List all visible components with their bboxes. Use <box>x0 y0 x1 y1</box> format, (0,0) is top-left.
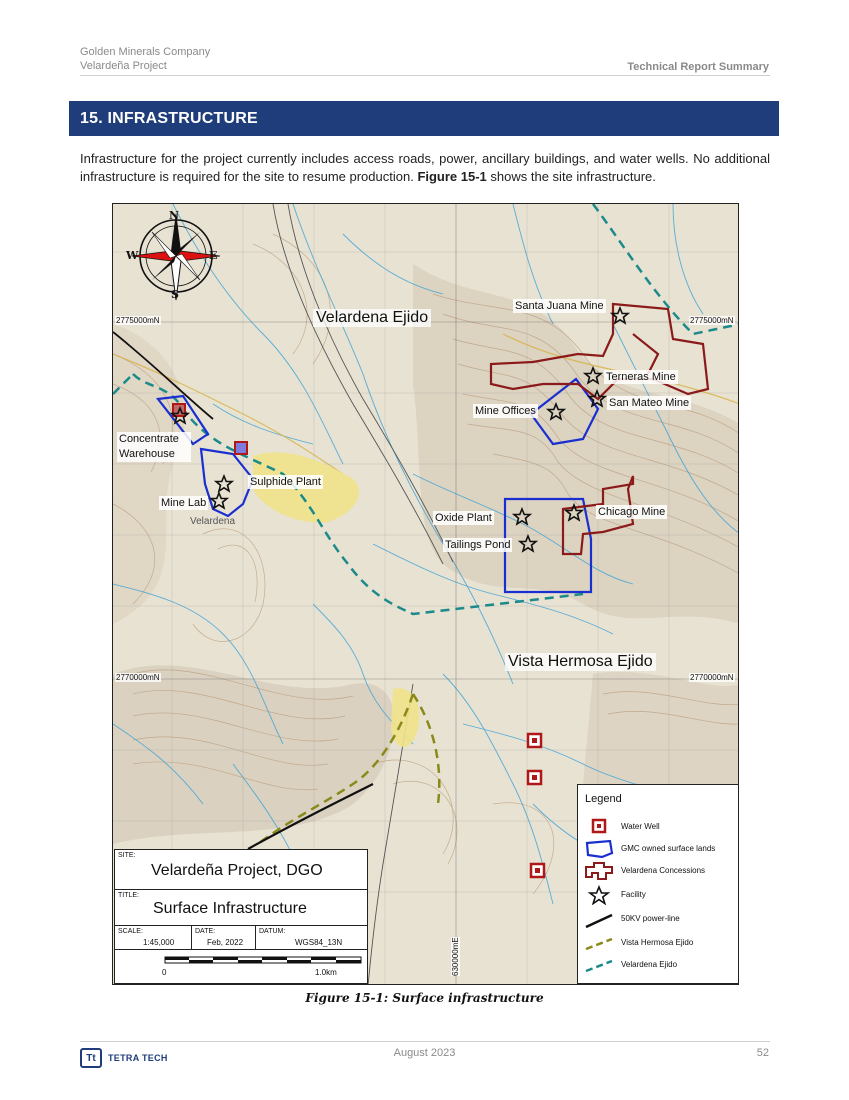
legend-label: GMC owned surface lands <box>621 844 716 853</box>
legend-item-velardena-ejido <box>578 955 738 975</box>
coord-label-north-top-left: 2775000mN <box>116 316 160 325</box>
compass-south-label: S <box>171 288 179 301</box>
dashed-line-icon <box>584 933 614 953</box>
dashed-line-icon <box>584 955 614 975</box>
date-field-label: DATE: <box>195 928 216 935</box>
legend-item-concessions <box>578 861 738 881</box>
map-legend <box>577 784 739 984</box>
facility-label-mine-offices: Mine Offices <box>475 405 536 417</box>
legend-item-power-line <box>578 909 738 929</box>
title-block-site-row <box>115 850 367 890</box>
body-text-before: Infrastructure for the project currently includes access roads, power, ancillary buildings, and water wells. No additional infrastructure is required for the site to resume production. <box>80 151 770 184</box>
town-label-velardena: Velardena <box>190 516 236 527</box>
map-title-block <box>114 849 368 984</box>
facility-label-santa-juana-mine: Santa Juana Mine <box>515 300 604 312</box>
header-company: Golden Minerals Company <box>80 46 211 58</box>
legend-label: Vista Hermosa Ejido <box>621 938 694 947</box>
infrastructure-map <box>112 203 739 985</box>
coord-label-north-top-right: 2775000mN <box>690 316 734 325</box>
legend-item-facility <box>578 885 738 905</box>
datum-value: WGS84_13N <box>295 938 343 947</box>
title-field-label: TITLE: <box>118 892 140 899</box>
site-field-label: SITE: <box>118 852 136 859</box>
facility-label-terneras-mine: Terneras Mine <box>606 371 676 383</box>
facility-label-sulphide-plant: Sulphide Plant <box>250 476 321 488</box>
title-block-meta-row <box>115 926 367 950</box>
page-number: 52 <box>756 1047 769 1059</box>
facility-label-tailings-pond: Tailings Pond <box>445 539 511 551</box>
region-label-vista-hermosa-ejido: Vista Hermosa Ejido <box>505 653 656 671</box>
scale-value: 1:45,000 <box>143 938 175 947</box>
power-line-icon <box>584 909 614 929</box>
legend-label: Water Well <box>621 822 660 831</box>
header-project: Velardeña Project <box>80 60 167 72</box>
facility-label-chicago-mine: Chicago Mine <box>598 506 666 518</box>
legend-item-gmc-lands <box>578 839 738 859</box>
datum-field-label: DATUM: <box>259 928 286 935</box>
legend-label: Velardena Ejido <box>621 960 678 969</box>
facility-label-san-mateo-mine: San Mateo Mine <box>609 397 690 409</box>
water-well-icon <box>584 817 614 837</box>
legend-item-water-well <box>578 817 738 837</box>
coord-label-north-bottom-right: 2770000mN <box>690 673 734 682</box>
compass-east-label: E <box>209 249 218 262</box>
facility-label-mine-lab: Mine Lab <box>161 497 207 509</box>
footer-logo-text: TETRA TECH <box>108 1053 168 1063</box>
scale-bar <box>115 950 367 984</box>
header-divider <box>80 75 770 76</box>
body-text-after: shows the site infrastructure. <box>486 169 656 184</box>
coord-label-east-bottom: 630000mE <box>451 937 460 976</box>
concession-outline-icon <box>584 861 614 881</box>
coord-label-north-bottom-left: 2770000mN <box>116 673 160 682</box>
body-paragraph <box>80 150 770 186</box>
figure-reference: Figure 15-1 <box>417 169 487 184</box>
site-name: Velardeña Project, DGO <box>151 862 323 879</box>
figure-caption: Figure 15-1: Surface infrastructure <box>305 991 544 1005</box>
footer-date: August 2023 <box>393 1047 456 1059</box>
scale-bar-start: 0 <box>162 968 167 977</box>
compass-west-label: W <box>126 249 139 262</box>
map-title: Surface Infrastructure <box>153 900 307 917</box>
section-heading: 15. INFRASTRUCTURE <box>69 101 779 136</box>
date-value: Feb, 2022 <box>207 938 244 947</box>
header-report-title: Technical Report Summary <box>627 61 769 73</box>
star-icon <box>584 885 614 905</box>
legend-label: 50KV power-line <box>621 914 680 923</box>
legend-label: Velardena Concessions <box>621 866 706 875</box>
region-label-velardena-ejido: Velardena Ejido <box>313 309 431 327</box>
legend-title: Legend <box>585 793 622 805</box>
facility-label-concentrate-warehouse: Concentrate Warehouse <box>117 432 191 462</box>
footer-divider <box>80 1041 770 1042</box>
legend-label: Facility <box>621 890 646 899</box>
compass-north-label: N <box>169 209 180 222</box>
tetra-tech-logo-icon: Tt <box>80 1048 102 1068</box>
scale-bar-end: 1.0km <box>315 968 337 977</box>
title-block-title-row <box>115 890 367 926</box>
legend-item-vista-hermosa-ejido <box>578 933 738 953</box>
scale-field-label: SCALE: <box>118 928 143 935</box>
polygon-outline-icon <box>584 839 614 859</box>
facility-label-oxide-plant: Oxide Plant <box>435 512 492 524</box>
